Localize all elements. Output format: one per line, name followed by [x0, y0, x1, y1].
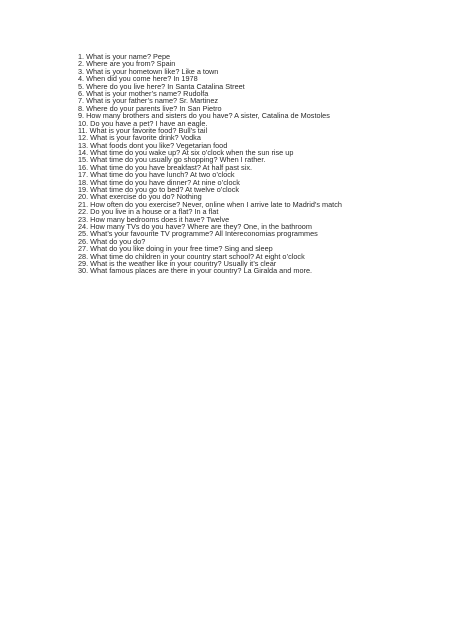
- list-item: 16. What time do you have breakfast? At half past six.: [78, 162, 253, 172]
- list-item: 4. When did you come here? In 1978: [78, 74, 198, 84]
- list-item: 24. How many TVs do you have? Where are they? One, in the bathroom: [78, 221, 312, 231]
- list-item: 28. What time do children in your country start school? At eight o’clock: [78, 251, 305, 261]
- list-item: 21. How often do you exercise? Never, online when I arrive late to Madrid’s match: [78, 199, 342, 209]
- list-item: 17. What time do you have lunch? At two o’clock: [78, 170, 235, 180]
- list-item: 23. How many bedrooms does it have? Twelve: [78, 214, 230, 224]
- list-item: 8. Where do your parents live? In San Pietro: [78, 103, 222, 113]
- list-item: 3. What is your hometown like? Like a town: [78, 66, 219, 76]
- list-item: 26. What do you do?: [78, 236, 146, 246]
- list-item: 12. What is your favorite drink? Vodka: [78, 133, 201, 143]
- list-item: 18. What time do you have dinner? At nine o’clock: [78, 177, 240, 187]
- list-item: 30. What famous places are there in your country? La Giralda and more.: [78, 266, 313, 276]
- list-item: 9. How many brothers and sisters do you have? A sister, Catalina de Mostoles: [78, 111, 330, 121]
- question-answer-list: [78, 53, 342, 275]
- list-item: 19. What time do you go to bed? At twelve o’clock: [78, 185, 240, 195]
- list-item: 7. What is your father’s name? Sr. Martinez: [78, 96, 219, 106]
- list-item: 22. Do you live in a house or a flat? In a flat: [78, 207, 219, 217]
- list-item: 5. Where do you live here? In Santa Catalina Street: [78, 81, 245, 91]
- list-item: 25. What’s your favourite TV programme? All Intereconomias programmes: [78, 229, 318, 239]
- list-item: 29. What is the weather like in your country? Usually it’s clear: [78, 258, 277, 268]
- list-item: 6. What is your mother’s name? Rudolfa: [78, 88, 209, 98]
- list-item: 15. What time do you usually go shopping? When I rather.: [78, 155, 266, 165]
- list-item: 14. What time do you wake up? At six o’clock when the sun rise up: [78, 148, 294, 158]
- list-item: 20. What exercise do you do? Nothing: [78, 192, 202, 202]
- list-item: 13. What foods dont you like? Vegetarian food: [78, 140, 228, 150]
- list-item: 10. Do you have a pet? I have an eagle.: [78, 118, 208, 128]
- list-item: 1. What is your name? Pepe: [78, 52, 171, 61]
- list-item: 11. What is your favorite food? Bull’s tail: [78, 125, 208, 135]
- list-item: 2. Where are you from? Spain: [78, 59, 176, 69]
- list-item: 27. What do you like doing in your free time? Sing and sleep: [78, 244, 273, 254]
